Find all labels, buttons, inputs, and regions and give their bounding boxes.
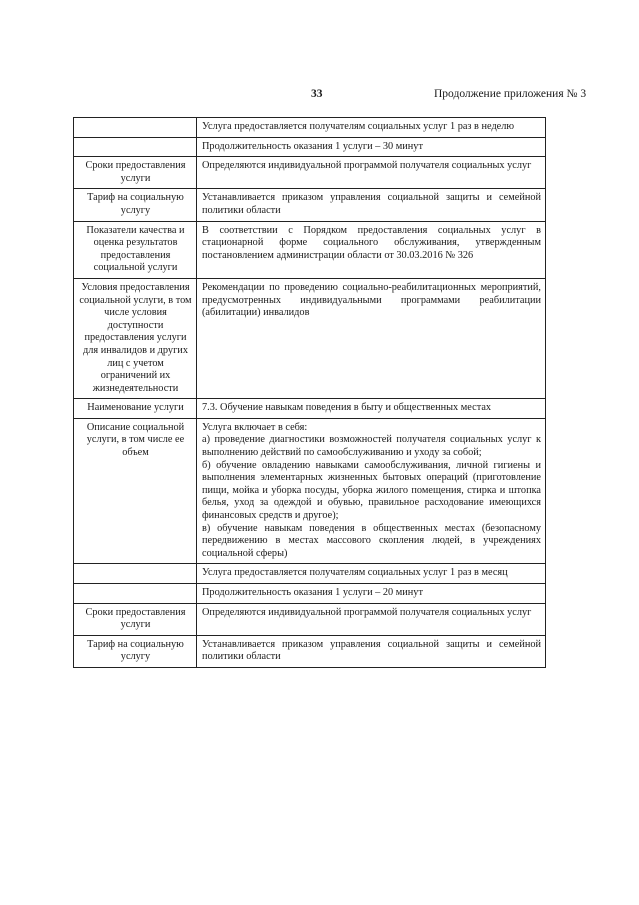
page-number: 33 [311, 88, 323, 100]
conditions-label: Условия предоставления социальной услуги, в том числе условия доступности предоставления услуги для инвалидов и других лиц с учетом ограничений их жизнедеятельности [74, 278, 197, 398]
terms-value: Определяются индивидуальной программой получателя социальных услуг [197, 603, 546, 635]
description-item-b: б) обучение овладению навыками самообслуживания, личной гигиены и выполнения элементарных жизненных бытовых операций (приготовление пищи, мойка и уборка посуды, уборка жилого помещения, стирка и штопка белья, уход за одеждой и обувью, правильное расходование имеющихся финансовых средств и другое); [202, 459, 541, 522]
description-item-c: в) обучение навыкам поведения в общественных местах (безопасному передвижению в местах массового скопления людей, в учреждениях социальной сферы) [202, 522, 541, 559]
description-label: Описание социальной услуги, в том числе ее объем [74, 418, 197, 564]
frequency-cell: Услуга предоставляется получателям социальных услуг 1 раз в месяц [197, 564, 546, 584]
table-row [74, 118, 546, 138]
tariff-label: Тариф на социальную услугу [74, 635, 197, 667]
service-table [73, 117, 546, 668]
terms-label: Сроки предоставления услуги [74, 157, 197, 189]
label-cell-empty [74, 118, 197, 138]
conditions-value: Рекомендации по проведению социально-реабилитационных мероприятий, предусмотренных индивидуальными программами реабилитации (абилитации) инвалидов [197, 278, 546, 398]
tariff-label: Тариф на социальную услугу [74, 189, 197, 221]
table-row [74, 564, 546, 584]
service-name-label: Наименование услуги [74, 399, 197, 419]
terms-label: Сроки предоставления услуги [74, 603, 197, 635]
label-cell-empty [74, 137, 197, 157]
label-cell-empty [74, 564, 197, 584]
quality-value: В соответствии с Порядком предоставления социальных услуг в стационарной форме социального обслуживания, утвержденным постановлением администрации области от 30.03.2016 № 326 [197, 221, 546, 278]
table-row [74, 137, 546, 157]
table-row [74, 418, 546, 564]
description-value [197, 418, 546, 564]
service-name-value: 7.3. Обучение навыкам поведения в быту и общественных местах [197, 399, 546, 419]
duration-cell: Продолжительность оказания 1 услуги – 20 минут [197, 584, 546, 604]
tariff-value: Устанавливается приказом управления социальной защиты и семейной политики области [197, 635, 546, 667]
quality-label: Показатели качества и оценка результатов предоставления социальной услуги [74, 221, 197, 278]
table-row [74, 221, 546, 278]
table-row [74, 584, 546, 604]
table-row [74, 399, 546, 419]
terms-value: Определяются индивидуальной программой получателя социальных услуг [197, 157, 546, 189]
frequency-cell: Услуга предоставляется получателям социальных услуг 1 раз в неделю [197, 118, 546, 138]
description-item-a: а) проведение диагностики возможностей получателя социальных услуг к выполнению действий по самообслуживанию и уходу за собой; [202, 434, 541, 459]
duration-cell: Продолжительность оказания 1 услуги – 30 минут [197, 137, 546, 157]
tariff-value: Устанавливается приказом управления социальной защиты и семейной политики области [197, 189, 546, 221]
table-row [74, 635, 546, 667]
label-cell-empty [74, 584, 197, 604]
table-row [74, 278, 546, 398]
description-intro: Услуга включает в себя: [202, 421, 308, 433]
table-row [74, 189, 546, 221]
table-row [74, 603, 546, 635]
table-row [74, 157, 546, 189]
appendix-note: Продолжение приложения № 3 [434, 88, 587, 100]
